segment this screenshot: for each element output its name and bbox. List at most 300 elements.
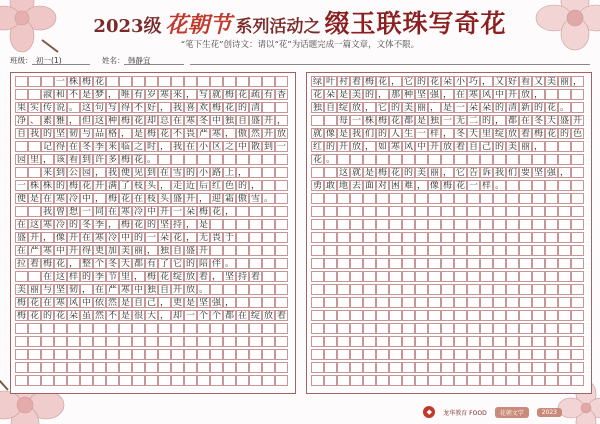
grid-cell: 面 (364, 181, 374, 191)
grid-cell (249, 323, 262, 334)
grid-cell (428, 258, 441, 269)
grid-cell (236, 362, 249, 373)
grid-cell (67, 349, 80, 360)
grid-cell (350, 323, 363, 334)
grid-cell (350, 258, 363, 269)
grid-cell: 寒 (211, 129, 221, 139)
grid-cell (28, 336, 41, 347)
grid-cell (571, 102, 584, 113)
grid-cell: 二 (468, 116, 478, 126)
grid-cell (454, 284, 467, 295)
grid-cell: 困 (390, 181, 400, 191)
grid-cell (67, 323, 80, 334)
grid-cell: 梅 (120, 220, 130, 230)
grid-cell: 的 (494, 103, 504, 113)
grid-cell (389, 349, 402, 360)
grid-cell (197, 323, 210, 334)
grid-cell: 持 (237, 272, 247, 282)
grid-cell (493, 206, 506, 217)
grid-cell (558, 310, 571, 321)
grid-cell: 风 (481, 90, 491, 100)
grid-cell: 是 (442, 103, 452, 113)
grid-cell: 一 (351, 116, 361, 126)
grid-cell: 开 (572, 116, 582, 126)
grid-cell (15, 336, 28, 347)
grid-cell: 陪 (198, 259, 208, 269)
grid-cell: 迎 (211, 194, 221, 204)
grid-cell: 梅 (16, 298, 26, 308)
grid-cell (389, 154, 402, 165)
grid-cell: 梅 (107, 194, 117, 204)
grid-cell (493, 375, 506, 386)
grid-cell: 样 (481, 181, 491, 191)
grid-cell (402, 232, 415, 243)
grid-cell (275, 193, 288, 204)
grid-cell: 朵 (185, 207, 195, 217)
grid-cell: 朵 (468, 103, 478, 113)
grid-cell: ， (559, 168, 569, 178)
grid-cell: 。 (494, 181, 504, 191)
grid-cell: 的 (416, 77, 426, 87)
grid-row (11, 348, 295, 361)
grid-cell: 在 (42, 298, 52, 308)
grid-cell (558, 232, 571, 243)
grid-cell (454, 245, 467, 256)
grid-cell (428, 232, 441, 243)
grid-cell: 花 (133, 155, 143, 165)
grid-cell: 季 (94, 272, 104, 282)
grid-cell (158, 154, 171, 165)
grid-cell (558, 180, 571, 191)
grid-cell (132, 349, 145, 360)
grid-cell: 畏 (211, 233, 221, 243)
grid-cell (467, 375, 480, 386)
grid-cell: 里 (481, 129, 491, 139)
grid-cell (324, 245, 337, 256)
grid-cell: 丽 (416, 103, 426, 113)
grid-cell: 满 (107, 181, 117, 191)
grid-cell (145, 323, 158, 334)
grid-cell (262, 271, 275, 282)
grid-row (11, 218, 295, 231)
grid-cell: 走 (172, 181, 182, 191)
grid-cell (363, 232, 376, 243)
grid-cell: 放 (351, 103, 361, 113)
grid-cell: 在 (81, 233, 91, 243)
grid-cell (389, 193, 402, 204)
grid-cell: 花 (429, 77, 439, 87)
grid-row (11, 75, 295, 88)
grid-cell: 里 (120, 272, 130, 282)
grid-cell (441, 193, 454, 204)
grid-cell (249, 232, 262, 243)
grid-cell: 坚 (533, 168, 543, 178)
grid-cell (467, 323, 480, 334)
grid-cell (532, 271, 545, 282)
grid-cell: ， (442, 129, 452, 139)
grid-cell: 的 (533, 103, 543, 113)
grid-cell: 就 (351, 168, 361, 178)
grid-cell (223, 362, 236, 373)
grid-cell (236, 336, 249, 347)
grid-cell: 都 (224, 311, 234, 321)
grid-cell (532, 375, 545, 386)
grid-cell: 小 (198, 142, 208, 152)
grid-row (307, 218, 591, 231)
grid-cell (363, 271, 376, 282)
grid-cell (571, 271, 584, 282)
grid-cell (545, 258, 558, 269)
grid-cell (467, 206, 480, 217)
grid-cell (184, 362, 197, 373)
grid-cell (376, 349, 389, 360)
grid-cell: 整 (81, 259, 91, 269)
grid-cell (441, 271, 454, 282)
grid-cell (428, 336, 441, 347)
grid-row (11, 244, 295, 257)
grid-cell (506, 154, 519, 165)
grid-cell (80, 323, 93, 334)
grid-cell: 又 (494, 77, 504, 87)
grid-cell: 那 (390, 90, 400, 100)
grid-cell (415, 297, 428, 308)
grid-cell (28, 167, 41, 178)
grid-cell (467, 232, 480, 243)
grid-cell (249, 349, 262, 360)
grid-cell: 坚 (224, 272, 234, 282)
writing-grid-right (306, 72, 592, 394)
grid-cell (571, 323, 584, 334)
grid-cell (311, 115, 324, 126)
grid-cell: 丽 (520, 142, 530, 152)
grid-cell: 自 (159, 285, 169, 295)
grid-cell: 。 (559, 103, 569, 113)
grid-cell: 畏 (185, 129, 195, 139)
grid-cell (454, 310, 467, 321)
grid-cell (337, 219, 350, 230)
grid-cell: 一 (146, 233, 156, 243)
grid-cell: 的 (390, 103, 400, 113)
grid-cell (376, 336, 389, 347)
grid-cell (402, 154, 415, 165)
grid-cell (454, 258, 467, 269)
grid-cell: ， (494, 116, 504, 126)
grid-cell: 它 (172, 259, 182, 269)
grid-cell (54, 362, 67, 373)
grid-cell: ， (185, 233, 195, 243)
grid-cell: 曾 (55, 207, 65, 217)
grid-cell: 近 (185, 181, 195, 191)
grid-cell: 寒 (55, 298, 65, 308)
grid-cell: 然 (107, 298, 117, 308)
grid-cell: 朵 (68, 311, 78, 321)
grid-cell (337, 284, 350, 295)
grid-cell: ， (42, 155, 52, 165)
grid-cell: ， (390, 77, 400, 87)
grid-cell: 。 (146, 155, 156, 165)
grid-cell (389, 336, 402, 347)
grid-cell: 了 (120, 181, 130, 191)
grid-cell (571, 297, 584, 308)
grid-cell (389, 258, 402, 269)
grid-cell: 写 (198, 90, 208, 100)
grid-cell (262, 219, 275, 230)
grid-cell: ， (68, 116, 78, 126)
grid-cell: 寒 (468, 90, 478, 100)
grid-cell: 一 (55, 77, 65, 87)
grid-cell (275, 232, 288, 243)
grid-cell: 花 (159, 129, 169, 139)
grid-cell (28, 349, 41, 360)
grid-cell (493, 154, 506, 165)
grid-cell (532, 219, 545, 230)
grid-cell: 梅 (377, 116, 387, 126)
grid-cell (545, 193, 558, 204)
grid-cell (454, 232, 467, 243)
grid-cell (428, 362, 441, 373)
grid-cell (441, 284, 454, 295)
grid-cell (571, 336, 584, 347)
grid-cell: 无 (455, 116, 465, 126)
grid-cell: 和 (55, 90, 65, 100)
grid-cell: 梅 (377, 168, 387, 178)
grid-cell (545, 284, 558, 295)
grid-cell (519, 310, 532, 321)
grid-cell: 梦 (94, 90, 104, 100)
grid-cell (106, 349, 119, 360)
grid-cell: 开 (94, 181, 104, 191)
grid-cell: 我 (172, 103, 182, 113)
grid-cell (158, 362, 171, 373)
grid-cell: 坚 (55, 129, 65, 139)
grid-cell: 寒 (55, 194, 65, 204)
grid-cell (506, 336, 519, 347)
grid-cell: 冬 (455, 129, 465, 139)
grid-cell (15, 206, 28, 217)
grid-cell: 冷 (68, 194, 78, 204)
grid-cell: 季 (94, 220, 104, 230)
grid-cell (210, 76, 223, 87)
grid-cell: ， (185, 90, 195, 100)
grid-cell (223, 76, 236, 87)
grid-cell (249, 167, 262, 178)
grid-cell (311, 297, 324, 308)
grid-cell (223, 375, 236, 386)
grid-row (307, 374, 591, 387)
grid-cell: 对 (377, 181, 387, 191)
grid-cell: 格 (107, 129, 117, 139)
grid-cell: ， (416, 181, 426, 191)
grid-cell (337, 154, 350, 165)
grid-cell (506, 193, 519, 204)
grid-cell (210, 336, 223, 347)
grid-cell (15, 323, 28, 334)
grid-cell: 红 (211, 181, 221, 191)
grid-cell (337, 271, 350, 282)
grid-row (307, 244, 591, 257)
grid-cell: 是 (198, 220, 208, 230)
grid-cell: 。 (68, 103, 78, 113)
grid-cell: 寒 (94, 233, 104, 243)
grid-cell (428, 284, 441, 295)
grid-cell (311, 193, 324, 204)
grid-cell: 在 (520, 116, 530, 126)
grid-cell (376, 258, 389, 269)
grid-row (307, 192, 591, 205)
grid-cell (350, 349, 363, 360)
grid-cell (467, 219, 480, 230)
grid-cell (171, 362, 184, 373)
grid-cell: 种 (107, 116, 117, 126)
grid-cell: 的 (81, 272, 91, 282)
grid-cell: 到 (81, 155, 91, 165)
grid-cell (532, 232, 545, 243)
grid-cell: 得 (120, 103, 130, 113)
grid-cell: 独 (159, 246, 169, 256)
grid-cell: 得 (81, 246, 91, 256)
grid-cell (571, 180, 584, 191)
grid-cell (480, 271, 493, 282)
grid-cell: ， (107, 90, 117, 100)
school-logo-icon: ◆ (423, 406, 435, 418)
grid-cell (389, 219, 402, 230)
grid-cell: 自 (16, 129, 26, 139)
grid-cell: 风 (403, 142, 413, 152)
grid-cell (467, 310, 480, 321)
grid-cell (311, 206, 324, 217)
grid-cell (210, 323, 223, 334)
grid-cell (132, 76, 145, 87)
grid-cell (197, 375, 210, 386)
grid-cell (558, 193, 571, 204)
grid-cell (415, 336, 428, 347)
grid-cell (132, 323, 145, 334)
grid-cell (545, 206, 558, 217)
grid-cell: 于 (224, 233, 234, 243)
grid-cell: 叶 (325, 77, 335, 87)
grid-cell: 梅 (442, 181, 452, 191)
grid-cell (158, 336, 171, 347)
grid-cell (558, 141, 571, 152)
grid-cell: 梅 (16, 311, 26, 321)
grid-cell (337, 323, 350, 334)
grid-cell (519, 271, 532, 282)
grid-cell (454, 362, 467, 373)
grid-cell (119, 349, 132, 360)
grid-cell: 然 (250, 129, 260, 139)
grid-cell: 花 (211, 207, 221, 217)
grid-cell (506, 245, 519, 256)
grid-cell: 依 (94, 298, 104, 308)
grid-cell: 在 (159, 168, 169, 178)
grid-cell: 敢 (325, 181, 335, 191)
grid-cell: 它 (455, 168, 465, 178)
grid-cell (389, 297, 402, 308)
grid-cell (337, 297, 350, 308)
grid-cell (337, 375, 350, 386)
grid-cell: 中 (494, 90, 504, 100)
grid-cell (337, 206, 350, 217)
grid-cell: 到 (263, 142, 273, 152)
grid-cell: 梅 (146, 129, 156, 139)
grid-cell: ， (94, 168, 104, 178)
grid-row (11, 374, 295, 387)
grid-cell: 岁 (146, 90, 156, 100)
grid-cell: 寒 (390, 142, 400, 152)
grid-cell: 便 (120, 168, 130, 178)
grid-cell: 梅 (224, 90, 234, 100)
grid-cell (223, 245, 236, 256)
grid-cell (480, 284, 493, 295)
grid-cell: 花 (29, 298, 39, 308)
grid-cell: ， (42, 233, 52, 243)
grid-cell: 上 (224, 168, 234, 178)
grid-cell (558, 271, 571, 282)
grid-cell: 就 (211, 90, 221, 100)
grid-cell: 花 (390, 168, 400, 178)
grid-cell: 自 (325, 103, 335, 113)
grid-cell: 我 (42, 207, 52, 217)
grid-cell: 开 (68, 233, 78, 243)
grid-cell: 坚 (159, 220, 169, 230)
name-value: 韩静宜 (128, 56, 151, 65)
grid-cell (402, 258, 415, 269)
grid-cell: 冷 (133, 207, 143, 217)
grid-cell (376, 232, 389, 243)
grid-cell: 花 (172, 233, 182, 243)
grid-cell (376, 271, 389, 282)
grid-cell: 疏 (250, 90, 260, 100)
grid-cell: 加 (107, 246, 117, 256)
grid-cell: 傲 (237, 194, 247, 204)
grid-cell (558, 206, 571, 217)
grid-cell: 勇 (312, 181, 322, 191)
grid-cell (236, 349, 249, 360)
grid-cell (249, 258, 262, 269)
grid-cell (350, 232, 363, 243)
grid-cell (506, 375, 519, 386)
grid-cell (467, 284, 480, 295)
grid-cell (158, 349, 171, 360)
grid-cell (223, 219, 236, 230)
grid-cell (376, 323, 389, 334)
grid-cell (262, 206, 275, 217)
grid-cell: 很 (133, 311, 143, 321)
grid-cell (402, 193, 415, 204)
grid-cell (363, 336, 376, 347)
grid-cell (93, 323, 106, 334)
grid-cell (262, 154, 275, 165)
grid-cell (262, 323, 275, 334)
grid-cell (337, 193, 350, 204)
grid-cell (28, 362, 41, 373)
grid-cell: 看 (68, 155, 78, 165)
grid-cell (506, 284, 519, 295)
grid-cell: 放 (185, 272, 195, 282)
grid-cell: 不 (133, 103, 143, 113)
grid-cell (350, 193, 363, 204)
grid-cell (545, 362, 558, 373)
grid-cell (363, 297, 376, 308)
grid-cell: 它 (403, 77, 413, 87)
grid-cell (54, 375, 67, 386)
grid-cell: 。 (263, 194, 273, 204)
grid-cell (545, 349, 558, 360)
grid-cell: 有 (146, 259, 156, 269)
grid-cell (376, 362, 389, 373)
grid-cell: 开 (507, 90, 517, 100)
grid-cell (415, 193, 428, 204)
